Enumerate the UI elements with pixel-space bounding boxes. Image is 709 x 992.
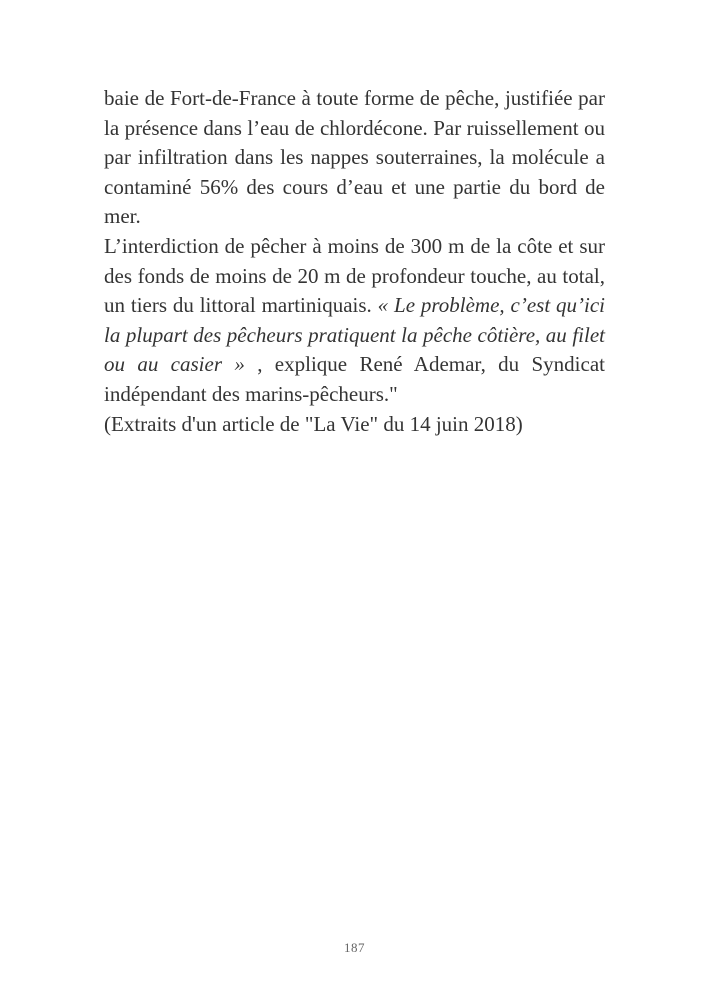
paragraph-interdiction [104,232,605,410]
paragraph-text: , explique René Ademar, du Syndicat indépendant des marins-pêcheurs." [104,352,605,406]
paragraph-text: L’interdiction de pêcher à moins de 300 m de la côte et sur des fonds de moins de 20 m de profondeur touche, au total, un tiers du littoral martiniquais. [104,233,605,318]
page-number: 187 [344,940,365,955]
page-text [104,84,605,439]
quote-italic: « Le problème, c’est qu’ici la plupart des pêcheurs pratiquent la pêche côtière, au filet ou au casier » [104,293,605,377]
paragraph-source-citation: (Extraits d'un article de "La Vie" du 14 juin 2018) [104,411,523,436]
paragraph-chlordecone: baie de Fort-de-France à toute forme de pêche, justifiée par la présence dans l’eau de chlordécone. Par ruissellement ou par infiltration dans les nappes souterraines, la molécule a contaminé 56% des cours d’eau et une partie du bord de mer. [104,86,605,229]
